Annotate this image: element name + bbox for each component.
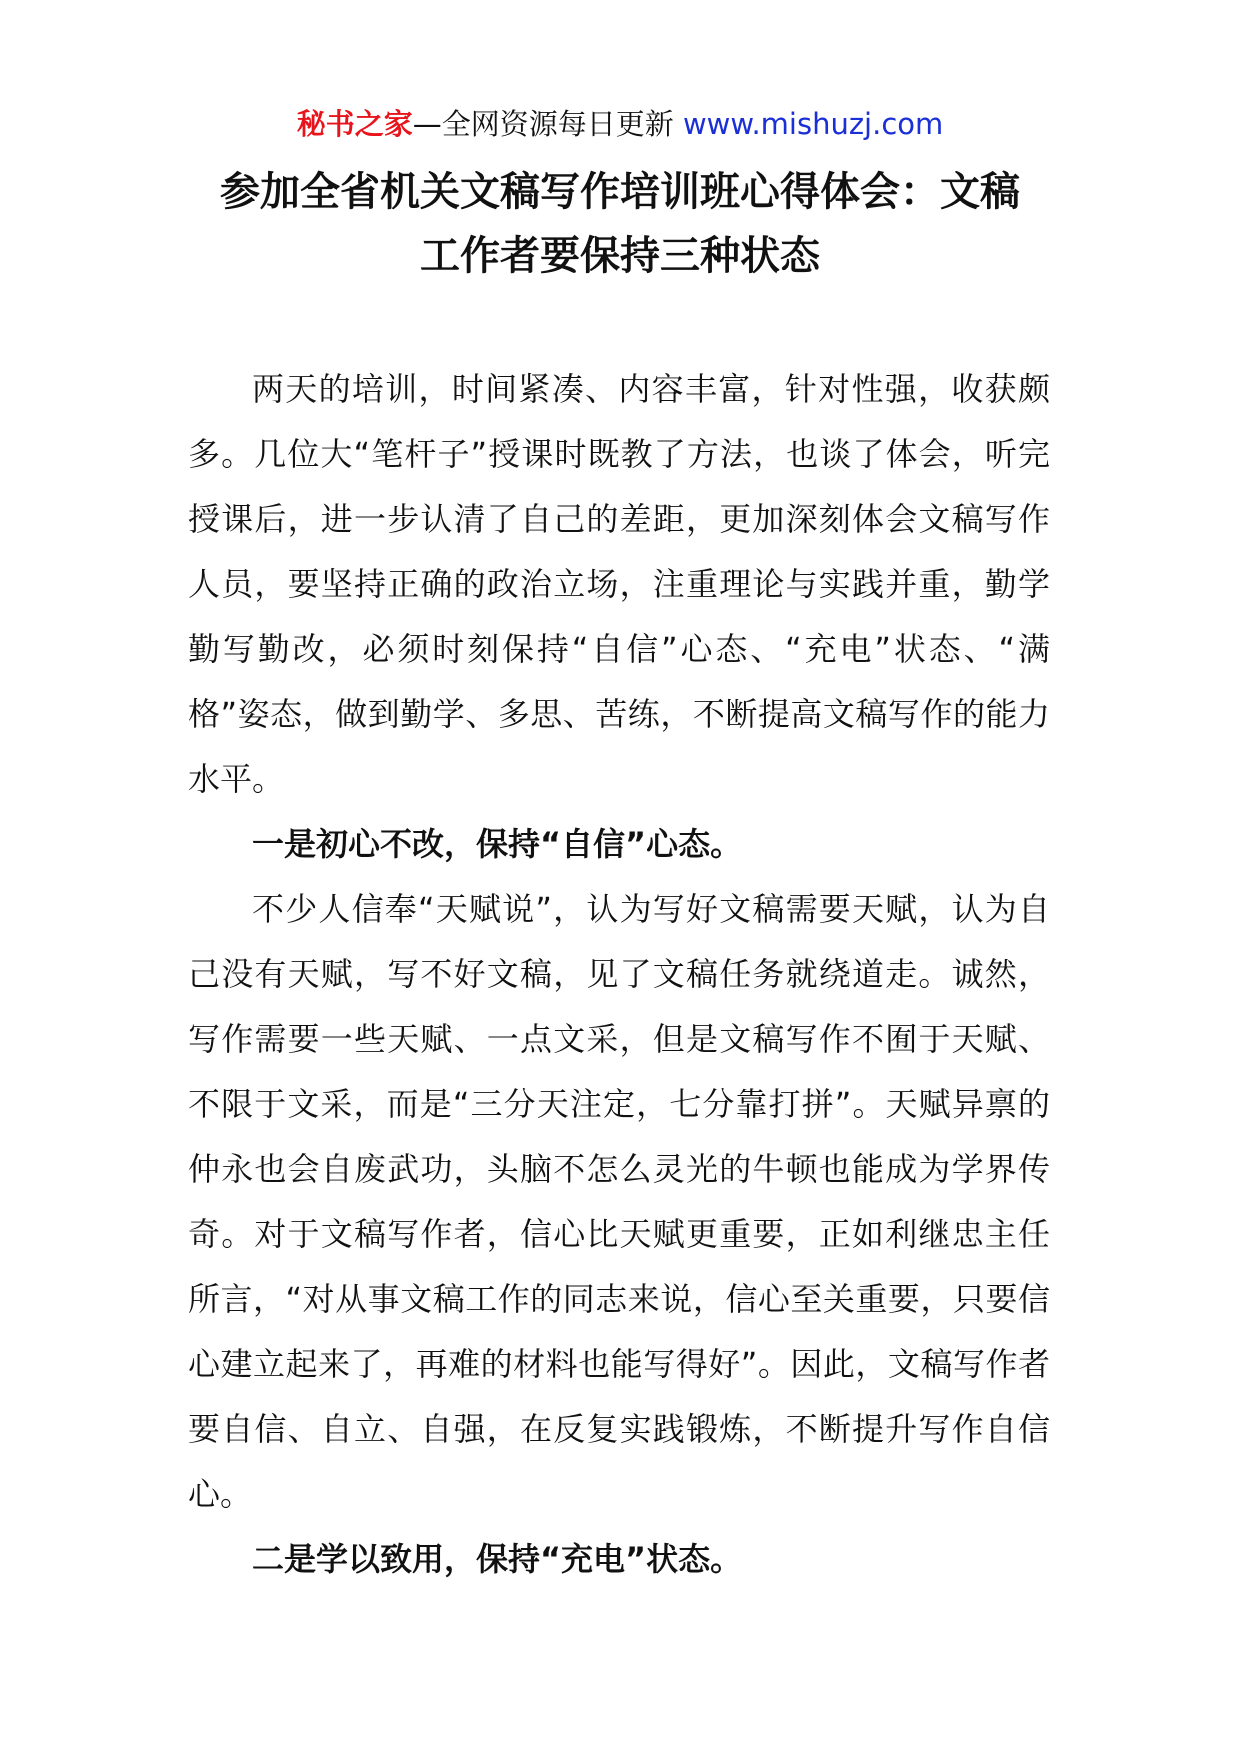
- brand-name: 秘书之家: [296, 107, 413, 141]
- section-heading: 一是初心不改，保持“自信”心态。: [252, 825, 743, 863]
- document-body: [188, 357, 1050, 1592]
- site-url-link[interactable]: www.mishuzj.com: [682, 107, 944, 141]
- banner-tagline: —全网资源每日更新: [412, 107, 683, 141]
- body-paragraph: 不少人信奉“天赋说”，认为写好文稿需要天赋，认为自己没有天赋，写不好文稿，见了文稿任务就绕道走。诚然，写作需要一些天赋、一点文采，但是文稿写作不囿于天赋、不限于文采，而是“三分天注定，七分靠打拼”。天赋异禀的仲永也会自废武功，头脑不怎么灵光的牛顿也能成为学界传奇。对于文稿写作者，信心比天赋更重要，正如利继忠主任所言，“对从事文稿工作的同志来说，信心至关重要，只要信心建立起来了，再难的材料也能写得好”。因此，文稿写作者要自信、自立、自强，在反复实践锻炼，不断提升写作自信心。: [188, 890, 1050, 1513]
- title-line-2: 工作者要保持三种状态: [420, 233, 820, 279]
- section-heading: 二是学以致用，保持“充电”状态。: [252, 1540, 743, 1578]
- title-line-1: 参加全省机关文稿写作培训班心得体会：文稿: [220, 169, 1020, 215]
- body-paragraph: 两天的培训，时间紧凑、内容丰富，针对性强，收获颇多。几位大“笔杆子”授课时既教了方法，也谈了体会，听完授课后，进一步认清了自己的差距，更加深刻体会文稿写作人员，要坚持正确的政治立场，注重理论与实践并重，勤学勤写勤改，必须时刻保持“自信”心态、“充电”状态、“满格”姿态，做到勤学、多思、苦练，不断提高文稿写作的能力水平。: [188, 370, 1050, 798]
- site-banner: [0, 104, 1240, 144]
- document-title: [150, 160, 1090, 288]
